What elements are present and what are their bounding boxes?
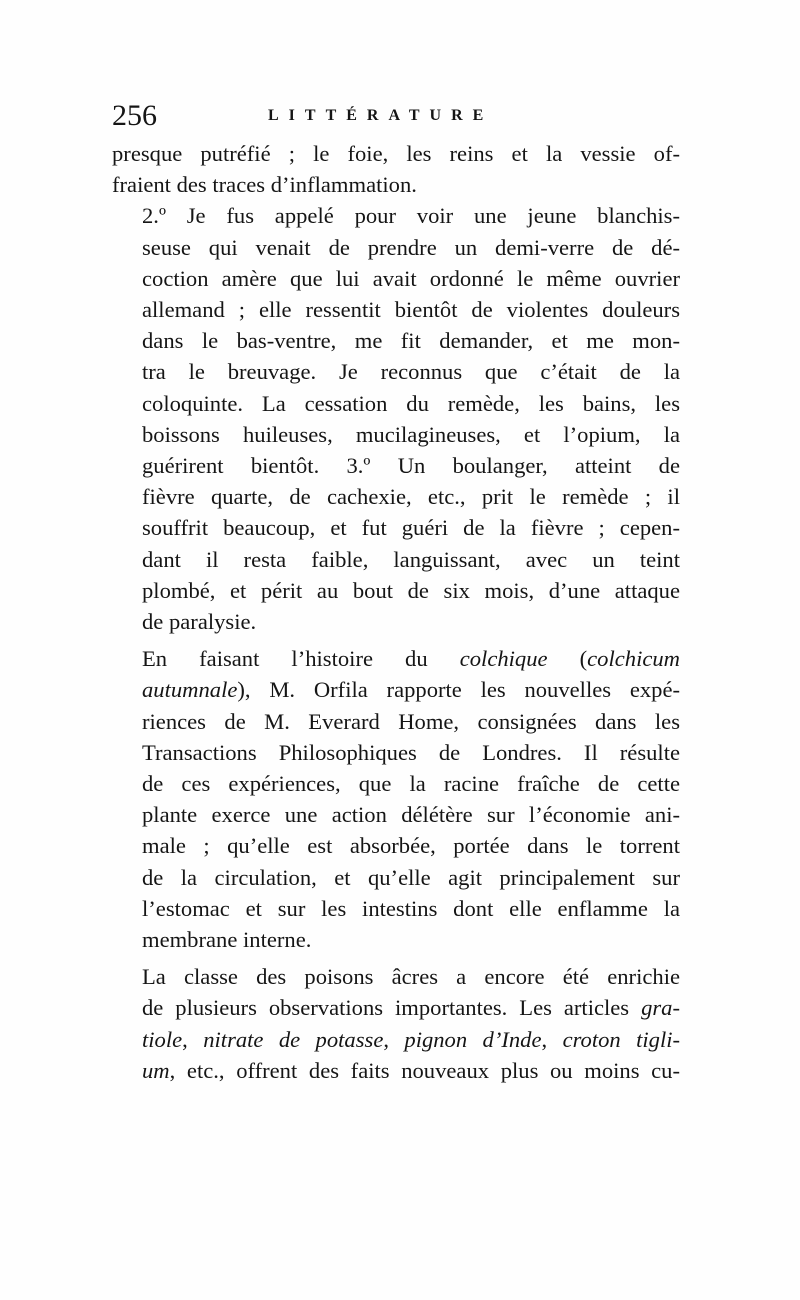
running-title: LITTÉRATURE — [268, 107, 494, 124]
page-header — [110, 96, 710, 136]
text-line: boissons huileuses, mucilagineuses, et l’opium, la — [142, 421, 680, 447]
text-line: l’estomac et sur les intestins dont elle enflamme la — [142, 895, 680, 921]
text-line: de paralysie. — [142, 609, 257, 635]
page-number: 256 — [112, 99, 157, 132]
text-line: membrane interne. — [142, 927, 312, 953]
text-line: male ; qu’elle est absorbée, portée dans le torrent — [142, 833, 680, 859]
text-line: autumnale), M. Orfila rapporte les nouvelles expé- — [142, 677, 680, 703]
text-line: riences de M. Everard Home, consignées dans les — [142, 708, 680, 734]
text-line: guérirent bientôt. 3.º Un boulanger, atteint de — [142, 453, 680, 479]
text-line: seuse qui venait de prendre un demi-verre de dé- — [142, 234, 680, 260]
text-line: de plusieurs observations importantes. Les articles gra- — [142, 995, 680, 1021]
text-line: de ces expériences, que la racine fraîche de cette — [142, 771, 680, 797]
text-line: tiole, nitrate de potasse, pignon d’Inde, croton tigli- — [142, 1026, 681, 1052]
page-body — [112, 138, 680, 1086]
text-line: souffrit beaucoup, et fut guéri de la fièvre ; cepen- — [142, 515, 680, 541]
text-line: En faisant l’histoire du colchique (colchicum — [142, 646, 680, 672]
text-line: coction amère que lui avait ordonné le même ouvrier — [142, 265, 680, 291]
paragraph-poisons-acres — [112, 961, 680, 1086]
paragraph-colchique — [112, 643, 680, 955]
text-line: plante exerce une action délétère sur l’économie ani- — [142, 802, 680, 828]
text-line: de la circulation, et qu’elle agit principalement sur — [142, 864, 680, 890]
text-line: plombé, et périt au bout de six mois, d’une attaque — [142, 577, 680, 603]
paragraph-continuation — [112, 138, 680, 200]
text-line: allemand ; elle ressentit bientôt de violentes douleurs — [142, 297, 680, 323]
text-line: fraient des traces d’inflammation. — [112, 172, 417, 198]
paragraph-case-reports — [112, 200, 680, 637]
text-line: La classe des poisons âcres a encore été enrichie — [142, 964, 680, 990]
text-line: 2.º Je fus appelé pour voir une jeune blanchis- — [142, 203, 680, 229]
text-line: um, etc., offrent des faits nouveaux plus ou moins cu- — [142, 1057, 680, 1083]
text-line: coloquinte. La cessation du remède, les bains, les — [142, 390, 680, 416]
text-line: Transactions Philosophiques de Londres. Il résulte — [142, 739, 680, 765]
text-line: dans le bas-ventre, me fit demander, et me mon- — [142, 328, 680, 354]
text-line: presque putréfié ; le foie, les reins et la vessie of- — [112, 141, 680, 166]
text-line: tra le breuvage. Je reconnus que c’était de la — [142, 359, 680, 385]
text-line: dant il resta faible, languissant, avec un teint — [142, 546, 680, 572]
text-line: fièvre quarte, de cachexie, etc., prit le remède ; il — [142, 484, 680, 510]
